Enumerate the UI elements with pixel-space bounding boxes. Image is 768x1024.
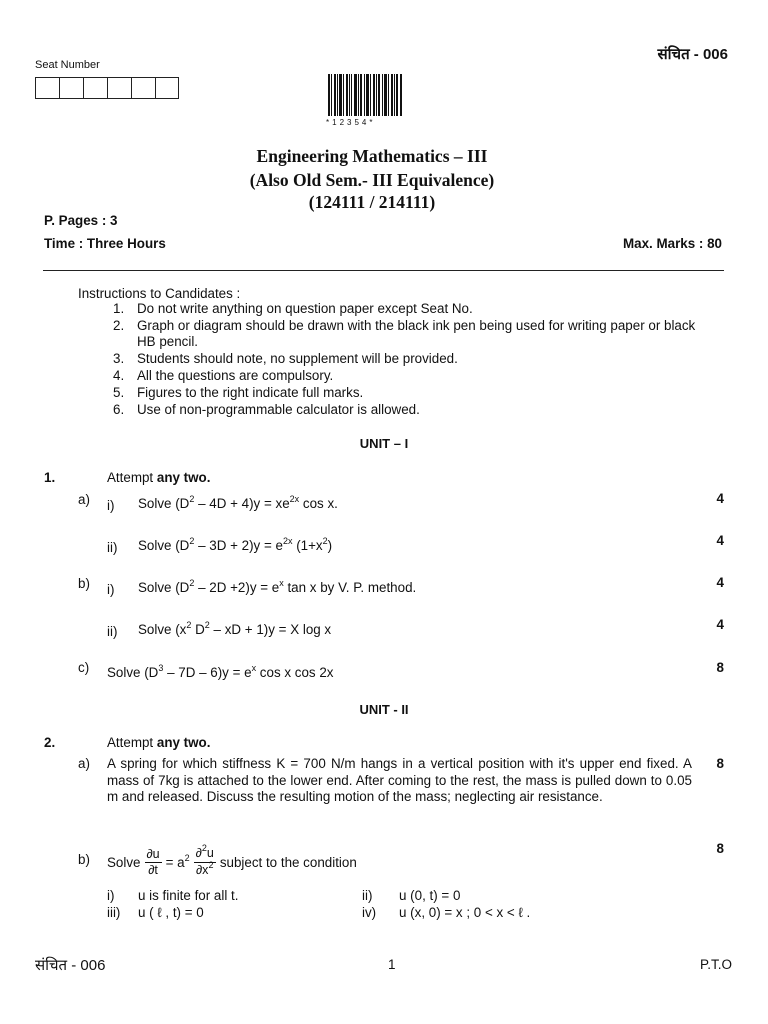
instructions-heading: Instructions to Candidates : — [78, 286, 241, 301]
q1-a-label: a) — [78, 492, 90, 507]
condition-number: iii) — [107, 905, 121, 920]
instruction-text: Use of non-programmable calculator is allowed. — [137, 402, 420, 417]
condition-text: u (x, 0) = x ; 0 < x < ℓ . — [399, 905, 531, 920]
q1-c-label: c) — [78, 660, 90, 675]
instruction-number: 2. — [113, 318, 125, 333]
barcode-icon — [328, 74, 402, 116]
question-1-number: 1. — [44, 470, 56, 485]
instruction-number: 3. — [113, 351, 125, 366]
instruction-text: Students should note, no supplement will be provided. — [137, 351, 458, 366]
condition-number: iv) — [362, 905, 377, 920]
instruction-number: 4. — [113, 368, 125, 383]
condition-text: u ( ℓ , t) = 0 — [138, 905, 204, 920]
q1-b-i-marks: 4 — [716, 575, 724, 590]
seat-box — [131, 77, 155, 99]
seat-box — [59, 77, 83, 99]
unit-1-heading: UNIT – I — [359, 436, 409, 451]
q1-a-i-label: i) — [107, 498, 115, 513]
q1-a-i-marks: 4 — [716, 491, 724, 506]
condition-number: i) — [107, 888, 115, 903]
seat-box — [83, 77, 107, 99]
q2-a-marks: 8 — [716, 756, 724, 771]
solve-text: Solve — [107, 854, 141, 870]
fraction: $\frac{\partial^2u}{\partial x^2}$ — [195, 842, 214, 877]
attempt-text: Attempt — [107, 470, 157, 485]
instruction-number: 6. — [113, 402, 125, 417]
pto-label: P.T.O — [699, 957, 732, 972]
seat-number-boxes — [35, 77, 179, 99]
condition-number: ii) — [362, 888, 373, 903]
q1-b-ii-marks: 4 — [716, 617, 724, 632]
condition-text: u is finite for all t. — [138, 888, 239, 903]
question-2-number: 2. — [44, 735, 56, 750]
question-1-instruction — [107, 470, 210, 485]
instruction-number: 5. — [113, 385, 125, 400]
exam-subtitle: (Also Old Sem.- III Equivalence) — [249, 170, 495, 190]
seat-box — [107, 77, 131, 99]
q1-b-label: b) — [78, 576, 90, 591]
seat-number-label: Seat Number — [35, 59, 100, 71]
footer-code: संचित - 006 — [35, 957, 106, 974]
q1-b-ii-equation: Solve ($x^2$ $D^2$ – xD + 1)y = X log x — [138, 620, 332, 637]
max-marks: Max. Marks : 80 — [623, 236, 722, 251]
unit-2-heading: UNIT - II — [359, 702, 409, 717]
seat-box — [155, 77, 179, 99]
attempt-bold-text: any two. — [156, 470, 211, 485]
q1-b-ii-label: ii) — [107, 624, 118, 639]
q2-a-text: A spring for which stiffness K = 700 N/m hangs in a vertical position with it's upper end fixed. A mass of 7kg is attached to the lower end. After coming to the rest, the mass is pulled down to 0.05 m and released. Discuss the resulting motion of the mass; neglecting air resistance. — [107, 756, 692, 804]
q1-a-i-equation: Solve $(D^2 - 4D + 4)y = xe^{2x}$ cos x. — [138, 494, 338, 511]
barcode-digits: *12354* — [326, 118, 376, 127]
instruction-text: Figures to the right indicate full marks. — [137, 385, 364, 400]
instruction-number: 1. — [113, 301, 125, 316]
q1-b-i-equation: Solve $(D^2 - 2D +2)y = e^x$ tan x by V. P. method. — [138, 578, 417, 595]
fraction: $\frac{\partial u}{\partial t}$ — [146, 846, 160, 877]
q1-c-equation: Solve $(D^3 - 7D - 6)y = e^x$ cos x cos 2x — [107, 663, 334, 680]
q1-b-i-label: i) — [107, 582, 115, 597]
page-count: P. Pages : 3 — [44, 213, 118, 228]
condition-text: u (0, t) = 0 — [399, 888, 461, 903]
attempt-text: Attempt — [107, 735, 157, 750]
instruction-text: Do not write anything on question paper except Seat No. — [137, 301, 473, 316]
q1-a-ii-equation: Solve $(D^2 - 3D + 2)y = e^{2x}$ $(1+x^2)$ — [138, 536, 333, 553]
instruction-text: All the questions are compulsory. — [137, 368, 334, 383]
question-2-instruction — [107, 735, 210, 750]
page-number: 1 — [388, 957, 396, 972]
exam-time: Time : Three Hours — [44, 236, 166, 251]
q2-a-label: a) — [78, 756, 90, 771]
exam-code: (124111 / 214111) — [308, 192, 436, 212]
q2-b-marks: 8 — [716, 841, 724, 856]
attempt-bold-text: any two. — [156, 735, 211, 750]
divider — [43, 270, 724, 271]
condition-text: subject to the condition — [219, 854, 357, 870]
exam-title: Engineering Mathematics – III — [256, 146, 488, 166]
instruction-text: Graph or diagram should be drawn with the black ink pen being used for writing paper or black HB pencil. — [137, 318, 696, 349]
q1-c-marks: 8 — [716, 660, 724, 675]
q1-a-ii-label: ii) — [107, 540, 118, 555]
seat-box — [35, 77, 59, 99]
paper-code: संचित - 006 — [657, 46, 728, 63]
equation-part: = $a^2$ — [165, 852, 190, 870]
q1-a-ii-marks: 4 — [716, 533, 724, 548]
q2-b-label: b) — [78, 852, 90, 867]
q2-b-equation — [107, 840, 357, 884]
